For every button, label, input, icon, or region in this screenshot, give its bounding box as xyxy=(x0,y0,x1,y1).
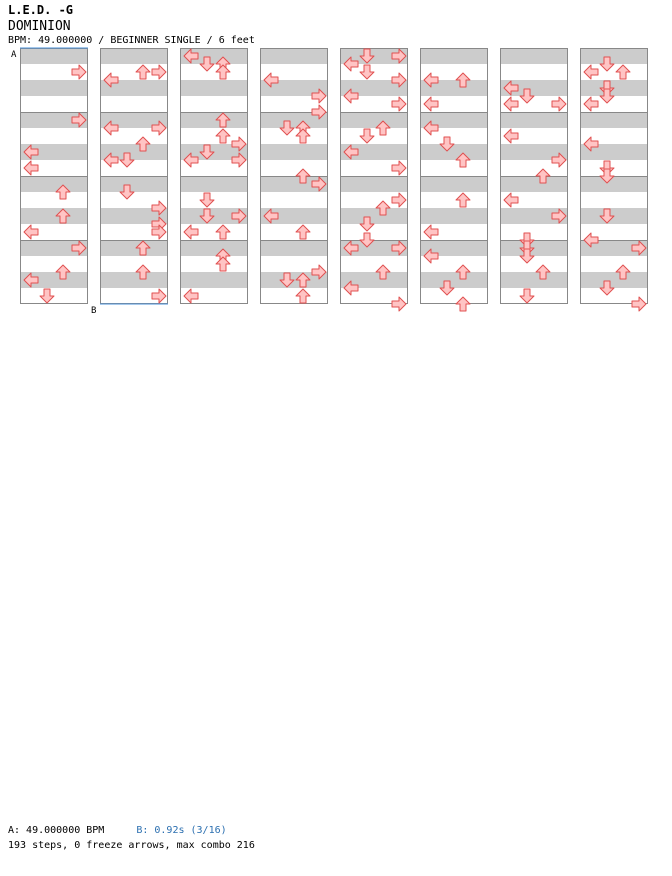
row-stripe xyxy=(20,48,88,56)
row-stripe xyxy=(20,216,88,224)
row-stripe xyxy=(180,248,248,256)
row-stripe xyxy=(580,88,648,96)
row-stripe xyxy=(500,272,568,280)
row-stripe xyxy=(420,208,488,216)
row-stripe xyxy=(340,272,408,280)
row-stripe xyxy=(180,272,248,280)
bpm-b-summary: B: 0.92s (3/16) xyxy=(136,825,227,836)
row-stripe xyxy=(260,280,328,288)
chart-column xyxy=(340,48,408,304)
row-stripe xyxy=(580,272,648,280)
row-stripe xyxy=(580,152,648,160)
row-stripe xyxy=(580,280,648,288)
row-stripe xyxy=(580,208,648,216)
row-stripe xyxy=(580,216,648,224)
row-stripe xyxy=(580,176,648,184)
row-stripe xyxy=(180,240,248,248)
chart-info: BPM: 49.000000 / BEGINNER SINGLE / 6 feet xyxy=(8,35,255,46)
row-stripe xyxy=(340,184,408,192)
row-stripe xyxy=(340,176,408,184)
row-stripe xyxy=(420,144,488,152)
row-stripe xyxy=(500,48,568,56)
row-stripe xyxy=(420,272,488,280)
row-stripe xyxy=(580,112,648,120)
row-stripe xyxy=(500,144,568,152)
row-stripe xyxy=(260,144,328,152)
row-stripe xyxy=(180,112,248,120)
row-stripe xyxy=(500,248,568,256)
row-stripe xyxy=(500,112,568,120)
row-stripe xyxy=(20,176,88,184)
row-stripe xyxy=(500,240,568,248)
row-stripe xyxy=(260,120,328,128)
step-stats: 193 steps, 0 freeze arrows, max combo 216 xyxy=(8,840,255,851)
row-stripe xyxy=(340,112,408,120)
row-stripe xyxy=(580,184,648,192)
row-stripe xyxy=(100,144,168,152)
bpm-b-marker: B xyxy=(91,306,97,316)
song-artist: L.E.D. -G xyxy=(8,3,74,17)
row-stripe xyxy=(20,184,88,192)
row-stripe xyxy=(100,56,168,64)
row-stripe xyxy=(500,56,568,64)
row-stripe xyxy=(20,208,88,216)
bpm-summary xyxy=(8,825,227,836)
song-title: DOMINION xyxy=(8,19,71,34)
row-stripe xyxy=(20,56,88,64)
row-stripe xyxy=(260,152,328,160)
row-stripe xyxy=(20,80,88,88)
row-stripe xyxy=(580,48,648,56)
row-stripe xyxy=(100,176,168,184)
row-stripe xyxy=(420,280,488,288)
row-stripe xyxy=(180,184,248,192)
row-stripe xyxy=(100,112,168,120)
row-stripe xyxy=(420,184,488,192)
row-stripe xyxy=(340,208,408,216)
row-stripe xyxy=(580,120,648,128)
chart-grid xyxy=(20,48,648,304)
row-stripe xyxy=(500,280,568,288)
row-stripe xyxy=(100,272,168,280)
row-stripe xyxy=(580,56,648,64)
row-stripe xyxy=(180,176,248,184)
row-stripe xyxy=(260,48,328,56)
row-stripe xyxy=(100,48,168,56)
row-stripe xyxy=(420,240,488,248)
row-stripe xyxy=(20,88,88,96)
row-stripe xyxy=(420,48,488,56)
row-stripe xyxy=(180,80,248,88)
row-stripe xyxy=(180,88,248,96)
row-stripe xyxy=(580,80,648,88)
row-stripe xyxy=(340,216,408,224)
row-stripe xyxy=(100,184,168,192)
chart-column xyxy=(20,48,88,304)
row-stripe xyxy=(100,88,168,96)
row-stripe xyxy=(180,280,248,288)
chart-column xyxy=(180,48,248,304)
row-stripe xyxy=(100,248,168,256)
row-stripe xyxy=(420,88,488,96)
row-stripe xyxy=(260,56,328,64)
row-stripe xyxy=(420,112,488,120)
row-stripe xyxy=(420,176,488,184)
row-stripe xyxy=(180,120,248,128)
row-stripe xyxy=(500,184,568,192)
row-stripe xyxy=(260,248,328,256)
row-stripe xyxy=(420,216,488,224)
row-stripe xyxy=(100,240,168,248)
bpm-a-summary: A: 49.000000 BPM xyxy=(8,825,105,836)
row-stripe xyxy=(260,240,328,248)
bpm-a-marker: A xyxy=(11,50,17,60)
row-stripe xyxy=(420,152,488,160)
row-stripe xyxy=(500,120,568,128)
row-stripe xyxy=(420,56,488,64)
row-stripe xyxy=(100,280,168,288)
row-stripe xyxy=(340,120,408,128)
row-stripe xyxy=(500,176,568,184)
